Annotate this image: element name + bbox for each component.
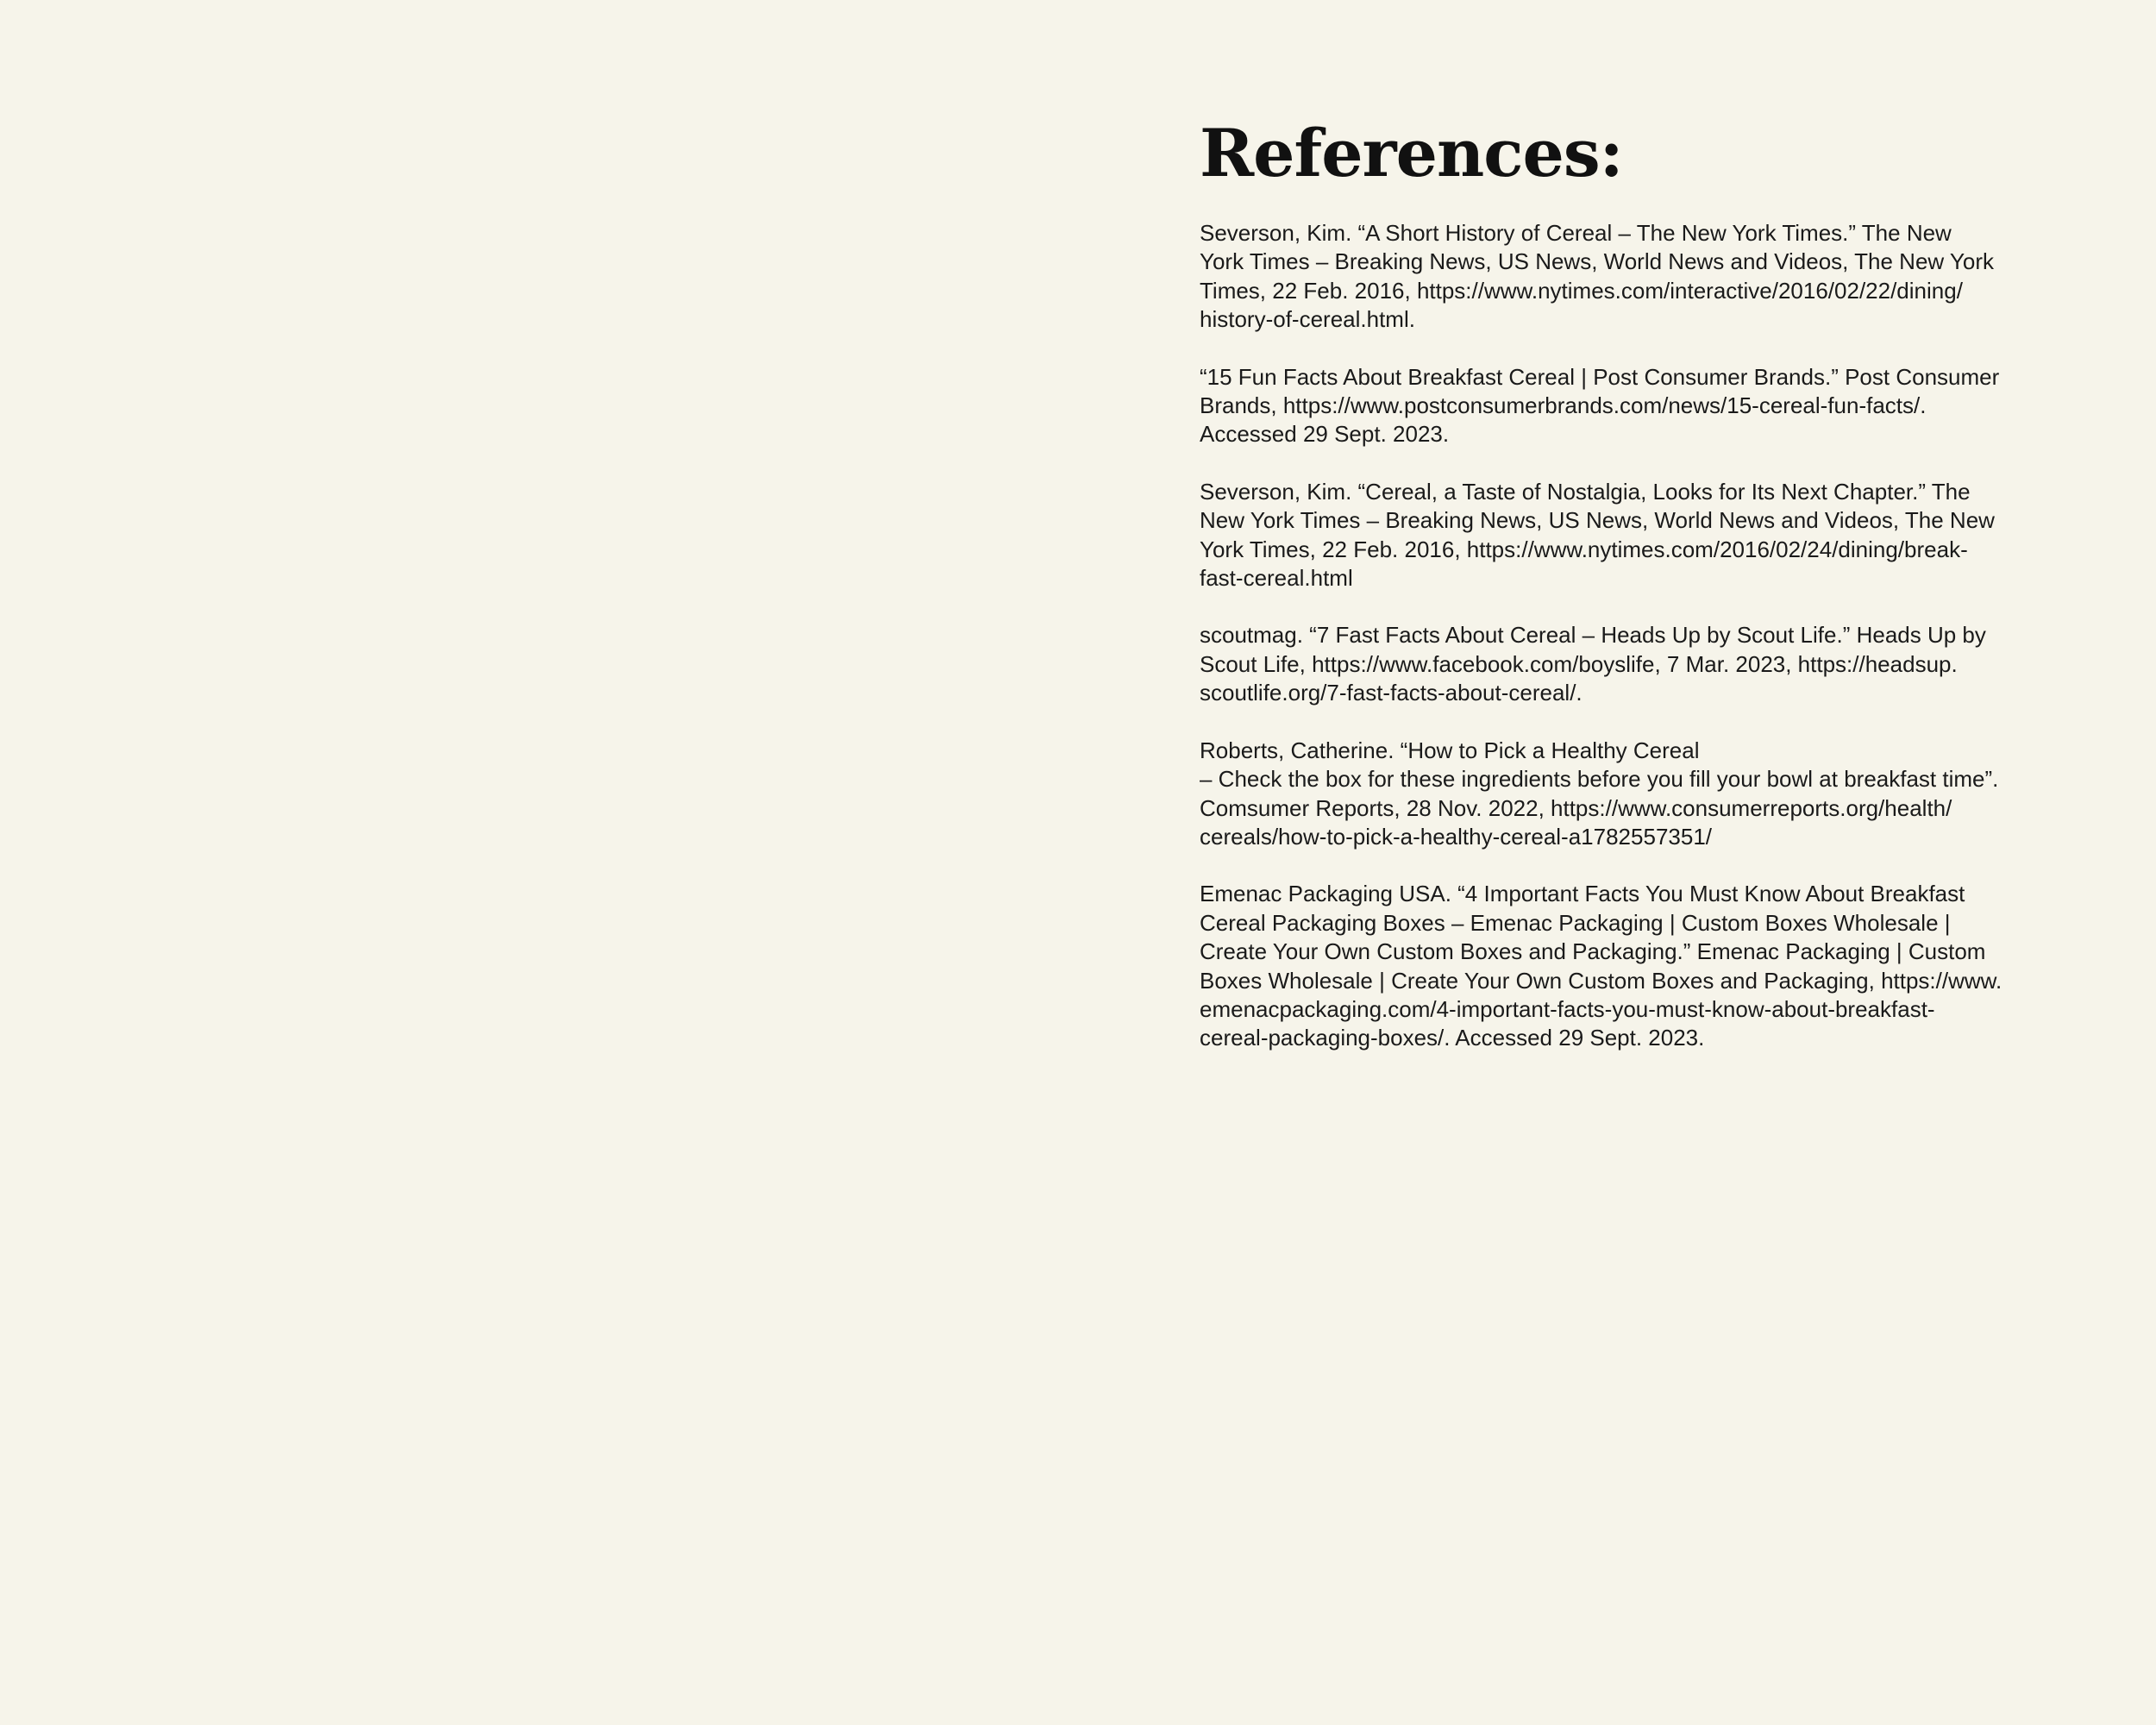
reference-line: Severson, Kim. “Cereal, a Taste of Nostalgia, Looks for Its Next Chapter.” The [1200, 478, 1971, 505]
reference-line: Times, 22 Feb. 2016, https://www.nytimes.com/interactive/2016/02/22/dining/ [1200, 277, 1963, 304]
reference-entry [1200, 737, 2053, 852]
reference-entry [1200, 478, 2053, 593]
reference-line: York Times, 22 Feb. 2016, https://www.nytimes.com/2016/02/24/dining/break- [1200, 536, 1968, 562]
reference-line: fast-cereal.html [1200, 565, 1353, 592]
reference-line: scoutlife.org/7-fast-facts-about-cereal/. [1200, 680, 1583, 706]
reference-line: history-of-cereal.html. [1200, 306, 1415, 333]
reference-entry [1200, 621, 2053, 707]
reference-line: Scout Life, https://www.facebook.com/boyslife, 7 Mar. 2023, https://headsup. [1200, 650, 1958, 677]
reference-line: York Times – Breaking News, US News, World News and Videos, The New York [1200, 248, 1995, 275]
reference-line: New York Times – Breaking News, US News, World News and Videos, The New [1200, 507, 1995, 534]
reference-line: “15 Fun Facts About Breakfast Cereal | Post Consumer Brands.” Post Consumer [1200, 363, 2000, 390]
reference-entry [1200, 219, 2053, 335]
reference-entry [1200, 880, 2053, 1052]
reference-line: scoutmag. “7 Fast Facts About Cereal – Heads Up by Scout Life.” Heads Up by [1200, 622, 1986, 649]
reference-line: cereals/how-to-pick-a-healthy-cereal-a1782557351/ [1200, 823, 1713, 850]
references-section [1200, 115, 2053, 1082]
references-heading: References: [1200, 115, 1623, 191]
reference-line: Emenac Packaging USA. “4 Important Facts You Must Know About Breakfast [1200, 881, 1965, 907]
reference-line: emenacpackaging.com/4-important-facts-you-must-know-about-breakfast- [1200, 995, 1935, 1022]
reference-line: Boxes Wholesale | Create Your Own Custom Boxes and Packaging, https://www. [1200, 967, 2002, 994]
reference-line: Comsumer Reports, 28 Nov. 2022, https://www.consumerreports.org/health/ [1200, 794, 1952, 821]
reference-line: Accessed 29 Sept. 2023. [1200, 421, 1450, 448]
reference-line: Cereal Packaging Boxes – Emenac Packaging | Custom Boxes Wholesale | [1200, 909, 1951, 936]
reference-line: Brands, https://www.postconsumerbrands.com/news/15-cereal-fun-facts/. [1200, 392, 1927, 419]
reference-line: cereal-packaging-boxes/. Accessed 29 Sept. 2023. [1200, 1025, 1705, 1051]
reference-line: Severson, Kim. “A Short History of Cereal – The New York Times.” The New [1200, 220, 1952, 246]
reference-line: Roberts, Catherine. “How to Pick a Healthy Cereal [1200, 737, 1700, 763]
references-list [1200, 219, 2053, 1053]
reference-entry [1200, 363, 2053, 449]
reference-line: Create Your Own Custom Boxes and Packaging.” Emenac Packaging | Custom [1200, 938, 1986, 965]
reference-line: – Check the box for these ingredients before you fill your bowl at breakfast time”. [1200, 766, 1999, 793]
